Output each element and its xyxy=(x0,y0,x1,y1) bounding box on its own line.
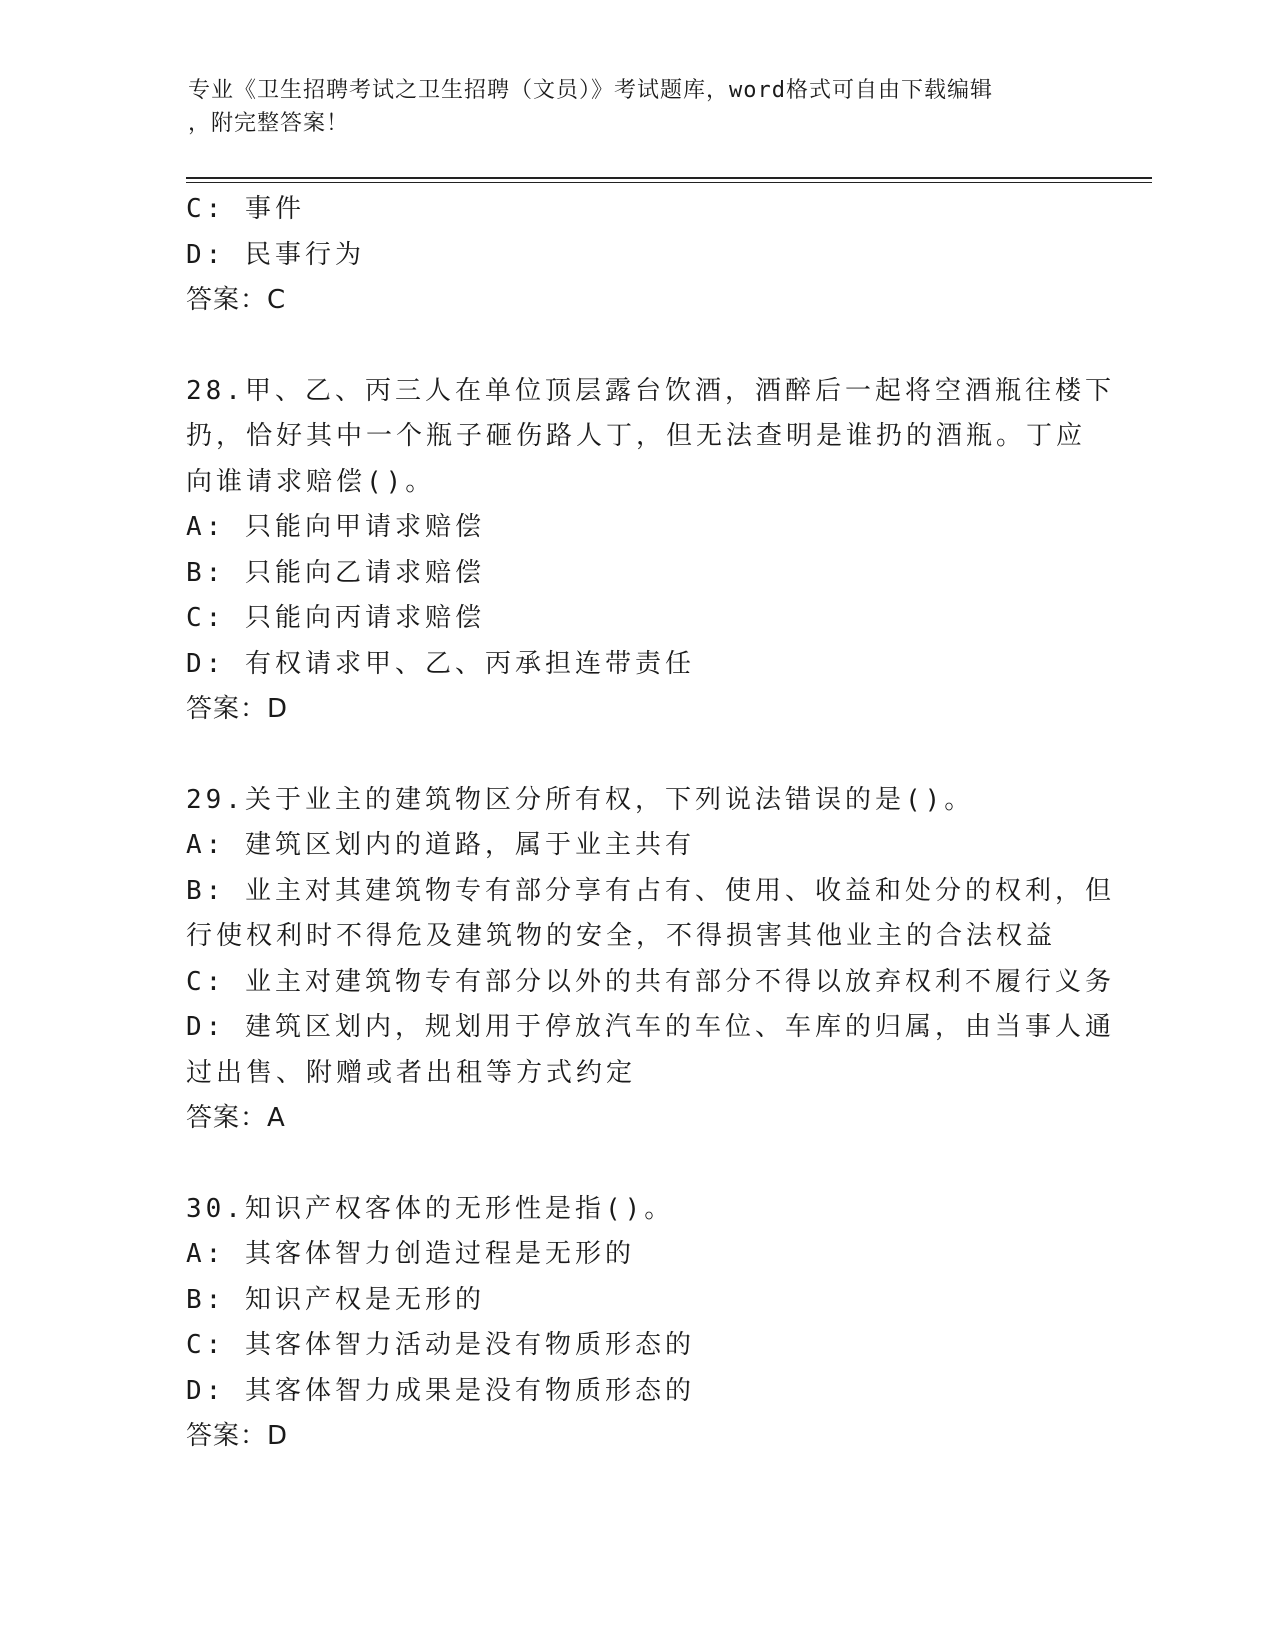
option-c: C: 事件 xyxy=(186,194,305,224)
document-header: 专业《卫生招聘考试之卫生招聘（文员）》考试题库，word格式可自由下载编辑 ，附完整答案！ xyxy=(188,78,993,136)
answer-line: 答案：D xyxy=(186,1421,289,1451)
question-stem: 扔，恰好其中一个瓶子砸伤路人丁，但无法查明是谁扔的酒瓶。丁应 xyxy=(186,421,1087,451)
question-30 xyxy=(186,1187,1086,1460)
question-stem: 向谁请求赔偿()。 xyxy=(186,466,436,497)
question-stem: 29.关于业主的建筑物区分所有权，下列说法错误的是()。 xyxy=(186,784,975,815)
spacer xyxy=(186,324,1086,369)
option-b: B: 业主对其建筑物专有部分享有占有、使用、收益和处分的权利，但 xyxy=(186,875,1115,906)
answer-line: 答案：A xyxy=(186,1103,286,1133)
option-d: D: 建筑区划内，规划用于停放汽车的车位、车库的归属，由当事人通 xyxy=(186,1012,1115,1042)
question-content xyxy=(186,187,1115,1460)
option-d: D: 民事行为 xyxy=(186,239,365,270)
question-stem: 30.知识产权客体的无形性是指()。 xyxy=(186,1193,675,1224)
option-c: C: 其客体智力活动是没有物质形态的 xyxy=(186,1330,695,1360)
answer-line: 答案：C xyxy=(186,285,287,315)
option-a: A: 其客体智力创造过程是无形的 xyxy=(186,1239,635,1269)
option-c: C: 业主对建筑物专有部分以外的共有部分不得以放弃权利不履行义务 xyxy=(186,966,1115,997)
option-c: C: 只能向丙请求赔偿 xyxy=(186,603,485,633)
option-d: D: 其客体智力成果是没有物质形态的 xyxy=(186,1375,695,1406)
option-a: A: 建筑区划内的道路，属于业主共有 xyxy=(186,830,695,860)
option-d: D: 有权请求甲、乙、丙承担连带责任 xyxy=(186,648,695,679)
header-divider-thick xyxy=(186,177,1152,179)
option-b: B: 只能向乙请求赔偿 xyxy=(186,557,485,588)
option-d-continued: 过出售、附赠或者出租等方式约定 xyxy=(186,1057,637,1088)
option-a: A: 只能向甲请求赔偿 xyxy=(186,512,485,542)
question-stem: 28.甲、乙、丙三人在单位顶层露台饮酒，酒醉后一起将空酒瓶往楼下 xyxy=(186,375,1115,406)
spacer xyxy=(186,733,1086,778)
question-28 xyxy=(186,369,1115,733)
header-divider-thin xyxy=(186,182,1152,183)
option-b-continued: 行使权利时不得危及建筑物的安全，不得损害其他业主的合法权益 xyxy=(186,921,1057,951)
question-27-continuation xyxy=(186,187,1086,324)
question-29 xyxy=(186,778,1115,1142)
option-b: B: 知识产权是无形的 xyxy=(186,1284,485,1315)
answer-line: 答案：D xyxy=(186,694,289,724)
spacer xyxy=(186,1142,1086,1187)
